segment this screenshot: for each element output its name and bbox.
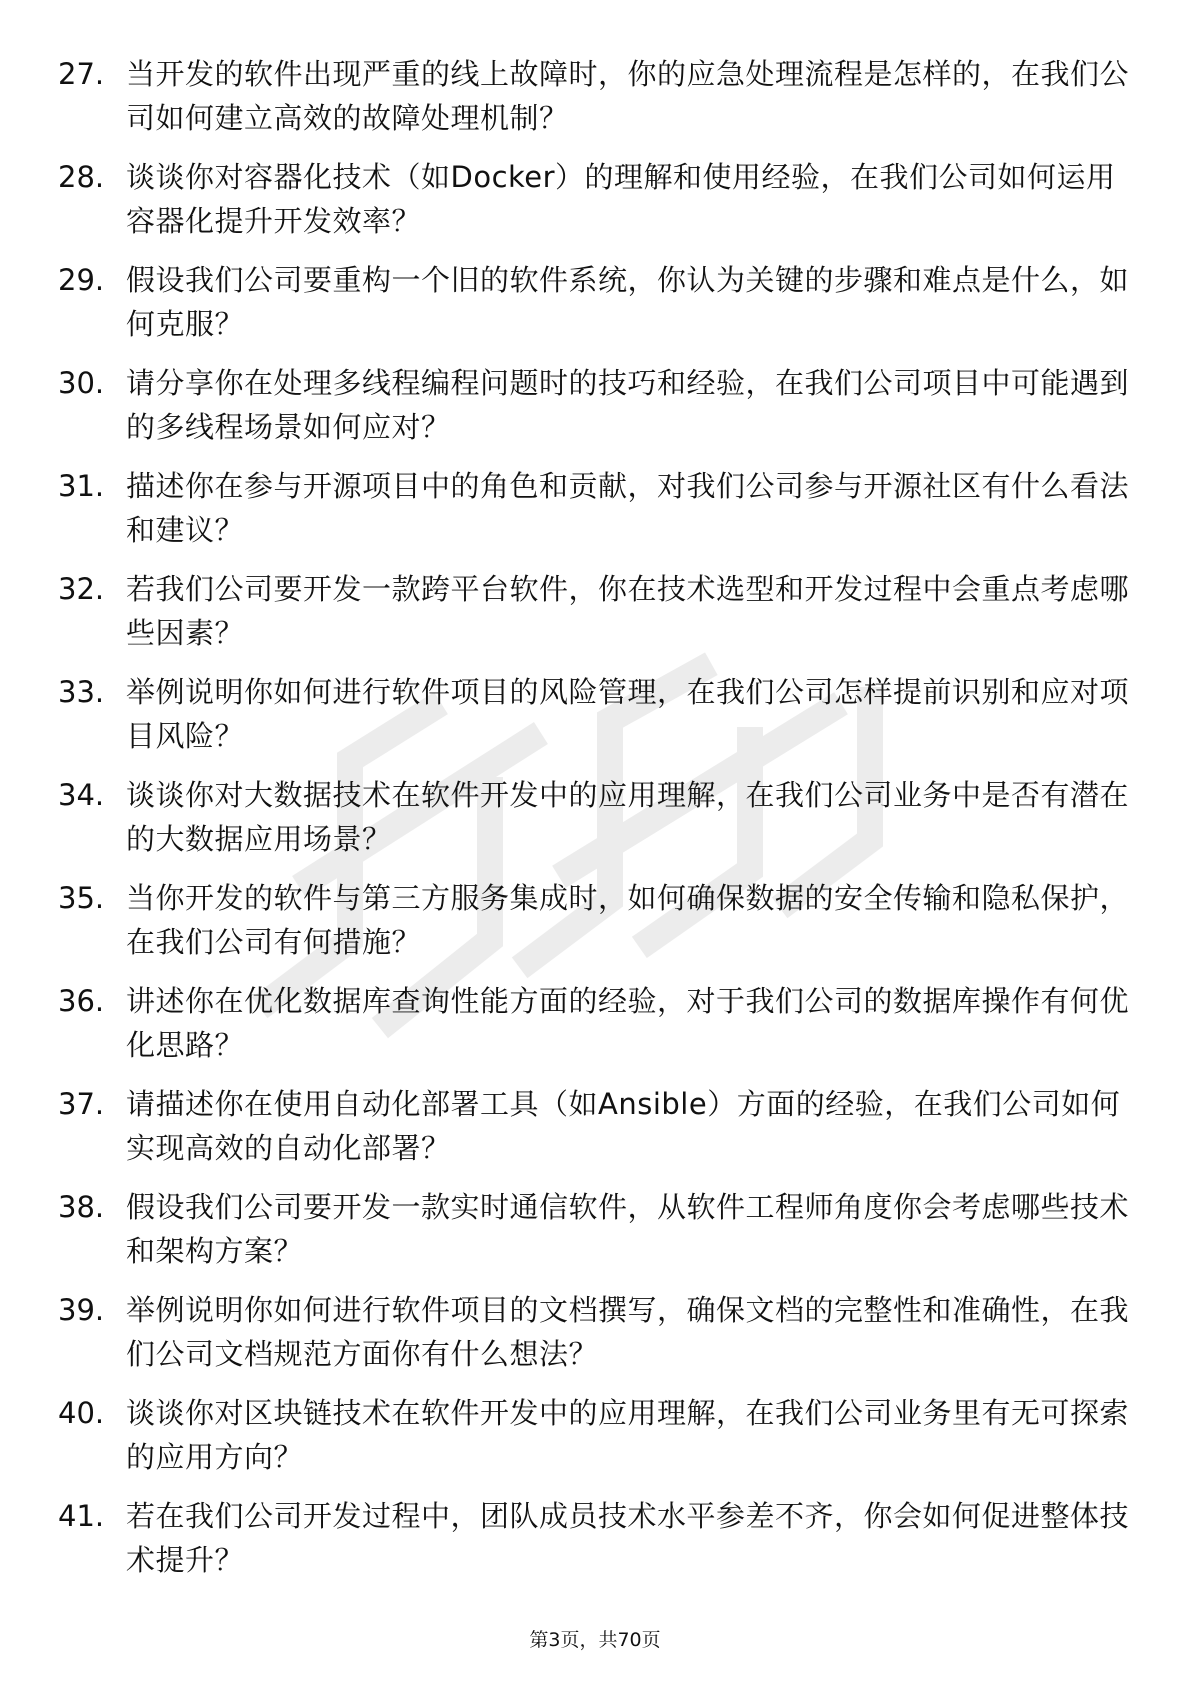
question-number: 41.	[58, 1499, 105, 1533]
question-number: 39.	[58, 1293, 105, 1327]
question-list	[58, 52, 1138, 1597]
question-text: 举例说明你如何进行软件项目的文档撰写，确保文档的完整性和准确性，在我们公司文档规范方面你有什么想法？	[126, 1293, 1130, 1371]
question-text: 谈谈你对区块链技术在软件开发中的应用理解，在我们公司业务里有无可探索的应用方向？	[126, 1396, 1130, 1474]
question-item	[58, 464, 1138, 567]
question-item	[58, 1391, 1138, 1494]
question-text: 假设我们公司要重构一个旧的软件系统，你认为关键的步骤和难点是什么，如何克服？	[126, 263, 1130, 341]
question-item	[58, 1082, 1138, 1185]
question-text: 描述你在参与开源项目中的角色和贡献，对我们公司参与开源社区有什么看法和建议？	[126, 469, 1130, 547]
question-text: 谈谈你对大数据技术在软件开发中的应用理解，在我们公司业务中是否有潜在的大数据应用场景？	[126, 778, 1130, 856]
question-item	[58, 1185, 1138, 1288]
question-item	[58, 361, 1138, 464]
question-item	[58, 670, 1138, 773]
page-footer	[0, 1628, 1190, 1652]
question-item	[58, 1288, 1138, 1391]
question-number: 29.	[58, 263, 105, 297]
question-number: 36.	[58, 984, 105, 1018]
question-number: 34.	[58, 778, 105, 812]
question-text: 举例说明你如何进行软件项目的风险管理，在我们公司怎样提前识别和应对项目风险？	[126, 675, 1130, 753]
question-text: 讲述你在优化数据库查询性能方面的经验，对于我们公司的数据库操作有何优化思路？	[126, 984, 1130, 1062]
question-item	[58, 155, 1138, 258]
page-number-label: 第3页，共70页	[529, 1629, 661, 1651]
question-text: 谈谈你对容器化技术（如Docker）的理解和使用经验，在我们公司如何运用容器化提升开发效率？	[126, 160, 1116, 238]
question-item	[58, 567, 1138, 670]
question-number: 27.	[58, 57, 105, 91]
question-text: 若我们公司要开发一款跨平台软件，你在技术选型和开发过程中会重点考虑哪些因素？	[126, 572, 1130, 650]
question-number: 33.	[58, 675, 105, 709]
question-item	[58, 1494, 1138, 1597]
question-number: 31.	[58, 469, 105, 503]
question-number: 32.	[58, 572, 105, 606]
question-number: 28.	[58, 160, 105, 194]
question-item	[58, 876, 1138, 979]
question-text: 请描述你在使用自动化部署工具（如Ansible）方面的经验，在我们公司如何实现高效的自动化部署？	[126, 1087, 1121, 1165]
question-text: 请分享你在处理多线程编程问题时的技巧和经验，在我们公司项目中可能遇到的多线程场景如何应对？	[126, 366, 1130, 444]
question-text: 若在我们公司开发过程中，团队成员技术水平参差不齐，你会如何促进整体技术提升？	[126, 1499, 1130, 1577]
question-number: 40.	[58, 1396, 105, 1430]
question-item	[58, 258, 1138, 361]
question-text: 当开发的软件出现严重的线上故障时，你的应急处理流程是怎样的，在我们公司如何建立高效的故障处理机制？	[126, 57, 1130, 135]
question-number: 38.	[58, 1190, 105, 1224]
question-item	[58, 773, 1138, 876]
question-number: 30.	[58, 366, 105, 400]
question-text: 当你开发的软件与第三方服务集成时，如何确保数据的安全传输和隐私保护，在我们公司有何措施？	[126, 881, 1130, 959]
question-number: 37.	[58, 1087, 105, 1121]
question-item	[58, 979, 1138, 1082]
question-item	[58, 52, 1138, 155]
question-number: 35.	[58, 881, 105, 915]
question-text: 假设我们公司要开发一款实时通信软件，从软件工程师角度你会考虑哪些技术和架构方案？	[126, 1190, 1130, 1268]
